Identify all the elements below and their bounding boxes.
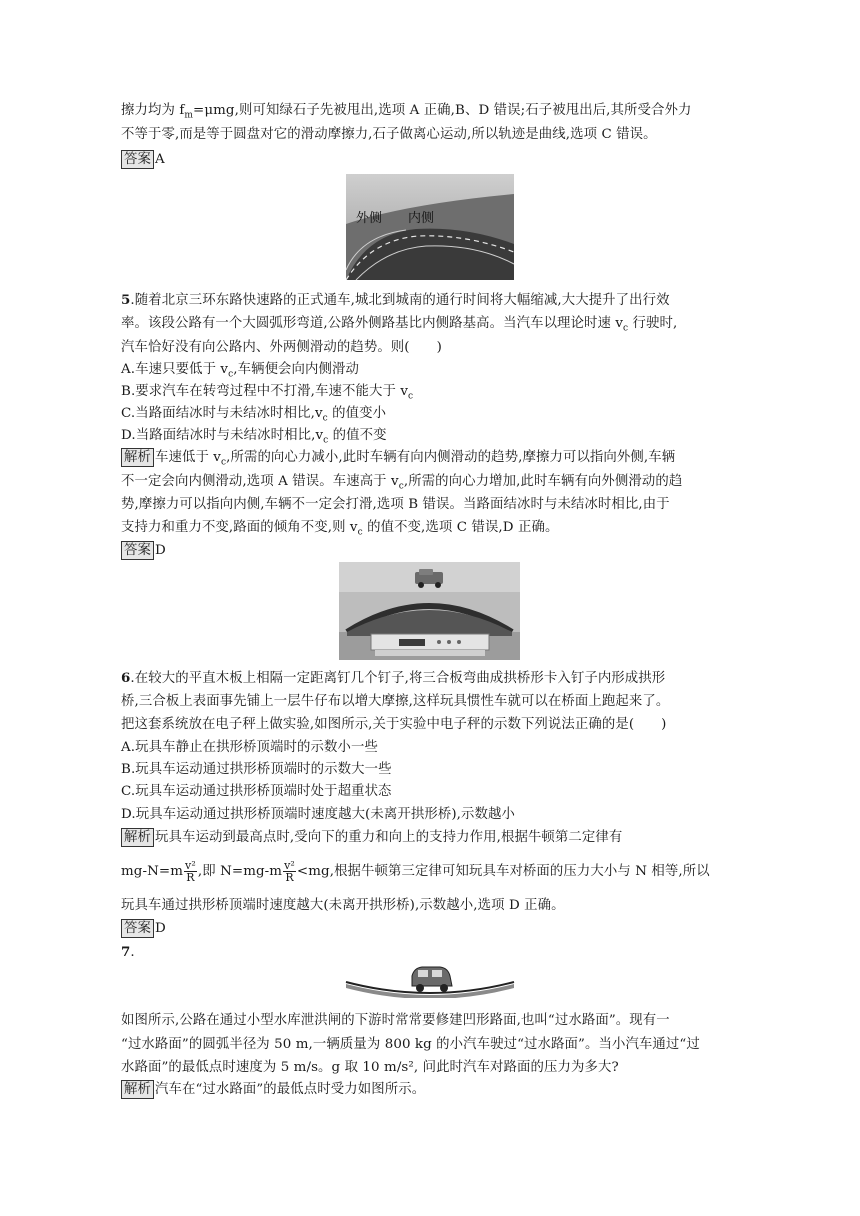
q5-analysis-line3: 势,摩擦力可以指向内侧,车辆不一定会打滑,选项 B 错误。当路面结冰时与未结冰时相比,由于 [121, 497, 670, 512]
q6-analysis-formula-line: mg-N=m $\frac{\text{v²}}{R}$ ,即 N=mg-m $\frac{\text{v²}}{R}$ <mg,根据牛顿第三定律可知玩具车对桥面的压力大小与 N 相等,所以 [121, 859, 710, 884]
answer-tag: 答案 [121, 541, 154, 560]
q6-stem-line2: 桥,三合板上表面事先铺上一层牛仔布以增大摩擦,这样玩具惯性车就可以在桥面上跑起来了。 [121, 694, 670, 709]
q6-option-d: D.玩具车运动通过拱形桥顶端时速度越大(未离开拱形桥),示数越小 [121, 807, 515, 822]
analysis-tag: 解析 [121, 828, 154, 847]
q6-stem-line3: 把这套系统放在电子秤上做实验,如图所示,关于实验中电子秤的示数下列说法正确的是( ) [121, 717, 667, 732]
q5-analysis-line1: 解析 车速低于 $v_c$,所需的向心力减小,此时车辆有向内侧滑动的趋势,摩擦力可以指向外侧,车辆 [121, 448, 751, 473]
analysis-tag: 解析 [121, 1080, 154, 1099]
q5-answer: 答案 D [121, 541, 751, 561]
q6-analysis-line1: 解析 玩具车运动到最高点时,受向下的重力和向上的支持力作用,根据牛顿第二定律有 [121, 828, 751, 848]
q5-option-a: A.车速只要低于 $v_c$,车辆便会向内侧滑动 [121, 362, 360, 380]
q5-stem-line3: 汽车恰好没有向公路内、外两侧滑动的趋势。则( ) [121, 340, 442, 355]
q7-number-line: 7. [121, 944, 135, 960]
q7-stem-line2: “过水路面”的圆弧半径为 50 m,一辆质量为 800 kg 的小汽车驶过“过水路面”。当小汽车通过“过 [121, 1037, 700, 1052]
q7-analysis-line1: 解析 汽车在“过水路面”的最低点时受力如图所示。 [121, 1080, 751, 1100]
q6-option-a: A.玩具车静止在拱形桥顶端时的示数小一些 [121, 740, 378, 755]
curved-road-illustration [346, 174, 514, 280]
q6-option-c: C.玩具车运动通过拱形桥顶端时处于超重状态 [121, 784, 392, 799]
q5-stem-line2: 率。该段公路有一个大圆弧形弯道,公路外侧路基比内侧路基高。当汽车以理论时速 $v_c$ 行驶时, [121, 316, 678, 334]
q4-analysis-line1: 擦力均为 $f_m=\mu mg$,则可知绿石子先被甩出,选项 A 正确,B、D 错误;石子被甩出后,其所受合外力 [121, 103, 692, 121]
outer-side-label: 外侧 [356, 211, 383, 226]
q5-option-d: D.当路面结冰时与未结冰时相比$,v_c$ 的值不变 [121, 428, 387, 446]
q5-number: 5 [121, 292, 131, 308]
q5-analysis-line2: 不一定会向内侧滑动,选项 A 错误。车速高于 $v_c$,所需的向心力增加,此时车辆有向外侧滑动的趋 [121, 474, 683, 492]
concave-road-car-figure [342, 958, 518, 998]
q7-number: 7 [121, 944, 131, 960]
q6-number: 6 [121, 670, 131, 686]
q7-stem-line1: 如图所示,公路在通过小型水库泄洪闸的下游时常常要修建凹形路面,也叫“过水路面”。现有一 [121, 1013, 670, 1028]
q6-stem-line1: 6.在较大的平直木板上相隔一定距离钉几个钉子,将三合板弯曲成拱桥形卡入钉子内形成拱形 [121, 670, 666, 686]
q5-analysis-line4: 支持力和重力不变,路面的倾角不变,则 $v_c$ 的值不变,选项 C 错误,D 正确。 [121, 520, 559, 538]
answer-tag: 答案 [121, 919, 154, 938]
q4-answer: 答案 A [121, 150, 751, 170]
analysis-tag: 解析 [121, 448, 154, 467]
q5-option-c: C.当路面结冰时与未结冰时相比$,v_c$ 的值变小 [121, 406, 387, 424]
arch-bridge-scale-photo [339, 562, 520, 660]
q6-answer: 答案 D [121, 919, 751, 939]
fraction-v2-over-r: $\frac{\text{v²}}{R}$ [284, 859, 295, 884]
inner-side-label: 内侧 [408, 211, 435, 226]
arch-bridge-illustration [339, 562, 520, 660]
q7-stem-line3: 水路面”的最低点时速度为 5 m/s。g 取 10 m/s², 问此时汽车对路面的压力为多大? [121, 1060, 619, 1075]
q5-option-b: B.要求汽车在转弯过程中不打滑,车速不能大于 $v_c$ [121, 384, 414, 402]
q6-analysis-line3: 玩具车通过拱形桥顶端时速度越大(未离开拱形桥),示数越小,选项 D 正确。 [121, 898, 565, 913]
q5-stem-line1: 5.随着北京三环东路快速路的正式通车,城北到城南的通行时间将大幅缩减,大大提升了出行效 [121, 292, 670, 308]
fraction-v2-over-r: $\frac{\text{v²}}{R}$ [185, 859, 196, 884]
q4-analysis-line2: 不等于零,而是等于圆盘对它的滑动摩擦力,石子做离心运动,所以轨迹是曲线,选项 C 错误。 [121, 127, 657, 142]
concave-road-illustration [342, 958, 518, 998]
answer-tag: 答案 [121, 150, 154, 169]
curved-road-photo [346, 174, 514, 280]
q6-option-b: B.玩具车运动通过拱形桥顶端时的示数大一些 [121, 762, 392, 777]
